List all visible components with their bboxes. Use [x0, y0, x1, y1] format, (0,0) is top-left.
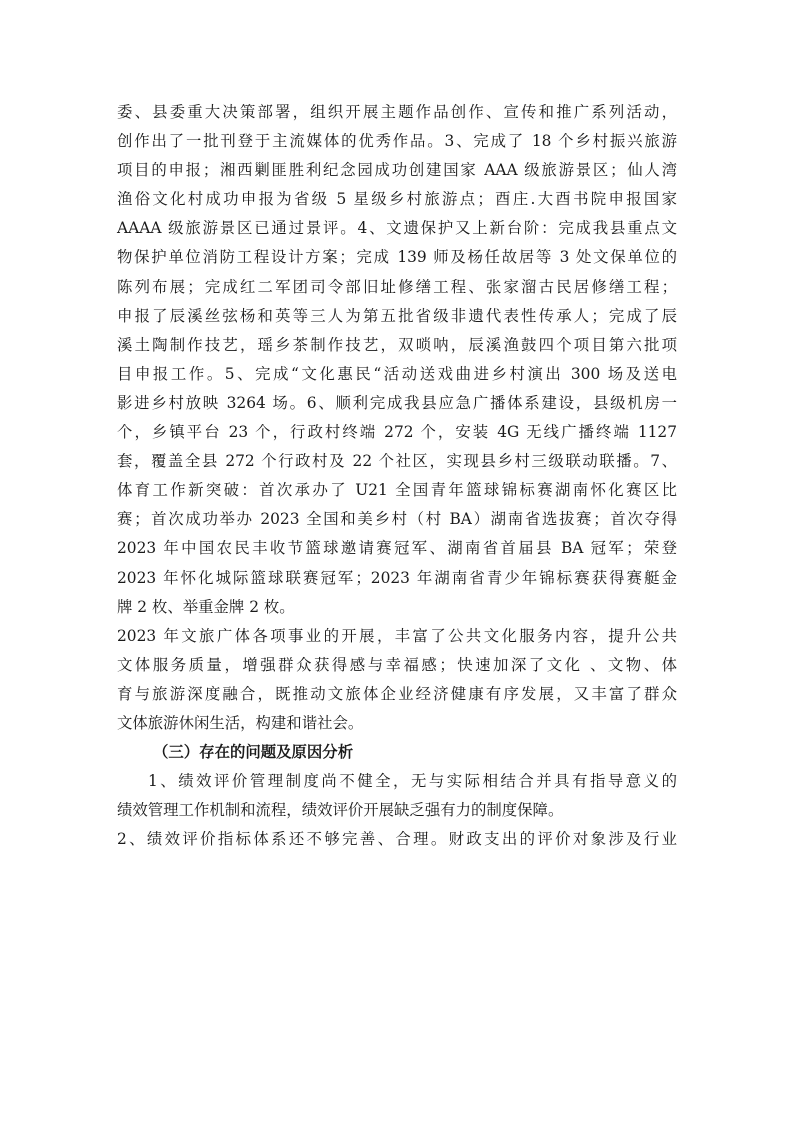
text-line: 赛；首次成功举办 2023 全国和美乡村（村 BA）湖南省选拔赛；首次夺得 [117, 510, 677, 529]
text-line: 目申报工作。5、完成“文化惠民“活动送戏曲进乡村演出 300 场及送电 [117, 364, 677, 383]
text-line: 溪土陶制作技艺，瑶乡茶制作技艺，双唢呐，辰溪渔鼓四个项目第六批项 [117, 335, 677, 354]
text-line: 文体旅游休闲生活，构建和谐社会。 [117, 713, 364, 732]
text-line: 个，乡镇平台 23 个，行政村终端 272 个，安装 4G 无线广播终端 1127 [117, 423, 677, 442]
text-line: 绩效管理工作机制和流程，绩效评价开展缺乏强有力的制度保障。 [117, 801, 564, 820]
text-line: 1、绩效评价管理制度尚不健全，无与实际相结合并具有指导意义的 [148, 772, 677, 791]
document-body [117, 98, 677, 854]
text-line: 影进乡村放映 3264 场。6、顺利完成我县应急广播体系建设，县级机房一 [117, 393, 677, 412]
text-line: 牌 2 枚、举重金牌 2 枚。 [117, 597, 295, 616]
text-line: 委、县委重大决策部署，组织开展主题作品创作、宣传和推广系列活动， [117, 103, 677, 121]
text-line: 2023 年怀化城际篮球联赛冠军；2023 年湖南省青少年锦标赛获得赛艇金 [117, 568, 677, 587]
text-line: 2023 年文旅广体各项事业的开展，丰富了公共文化服务内容，提升公共 [117, 626, 677, 645]
text-line: 创作出了一批刊登于主流媒体的优秀作品。3、完成了 18 个乡村振兴旅游 [117, 132, 677, 151]
paragraph-problem-2 [117, 825, 677, 854]
text-line: 项目的申报；湘西剿匪胜利纪念园成功创建国家 AAA 级旅游景区；仙人湾 [117, 161, 677, 180]
text-line: 体育工作新突破：首次承办了 U21 全国青年篮球锦标赛湖南怀化赛区比 [117, 481, 677, 500]
text-line: 2023 年中国农民丰收节篮球邀请赛冠军、湖南省首届县 BA 冠军；荣登 [117, 539, 677, 558]
text-line: 文体服务质量，增强群众获得感与幸福感；快速加深了文化 、文物、体 [117, 655, 677, 674]
text-line: 2、绩效评价指标体系还不够完善、合理。财政支出的评价对象涉及行业 [117, 830, 677, 849]
text-line: 套，覆盖全县 272 个行政村及 22 个社区，实现县乡村三级联动联播。7、 [117, 452, 677, 471]
text-line: 申报了辰溪丝弦杨和英等三人为第五批省级非遗代表性传承人；完成了辰 [117, 306, 677, 325]
text-line: 育与旅游深度融合，既推动文旅体企业经济健康有序发展，又丰富了群众 [117, 684, 677, 703]
text-line: 陈列布展；完成红二军团司令部旧址修缮工程、张家溜古民居修缮工程； [117, 277, 677, 296]
text-line: AAAA 级旅游景区已通过景评。4、文遗保护又上新台阶：完成我县重点文 [117, 219, 677, 238]
text-line: 渔俗文化村成功申报为省级 5 星级乡村旅游点；酉庄.大酉书院申报国家 [117, 190, 677, 209]
text-line: 物保护单位消防工程设计方案；完成 139 师及杨任故居等 3 处文保单位的 [117, 248, 677, 267]
section-heading: （三）存在的问题及原因分析 [153, 743, 354, 762]
paragraph-problem-1 [117, 767, 677, 825]
paragraph-achievements [117, 98, 677, 622]
paragraph-summary [117, 622, 677, 738]
